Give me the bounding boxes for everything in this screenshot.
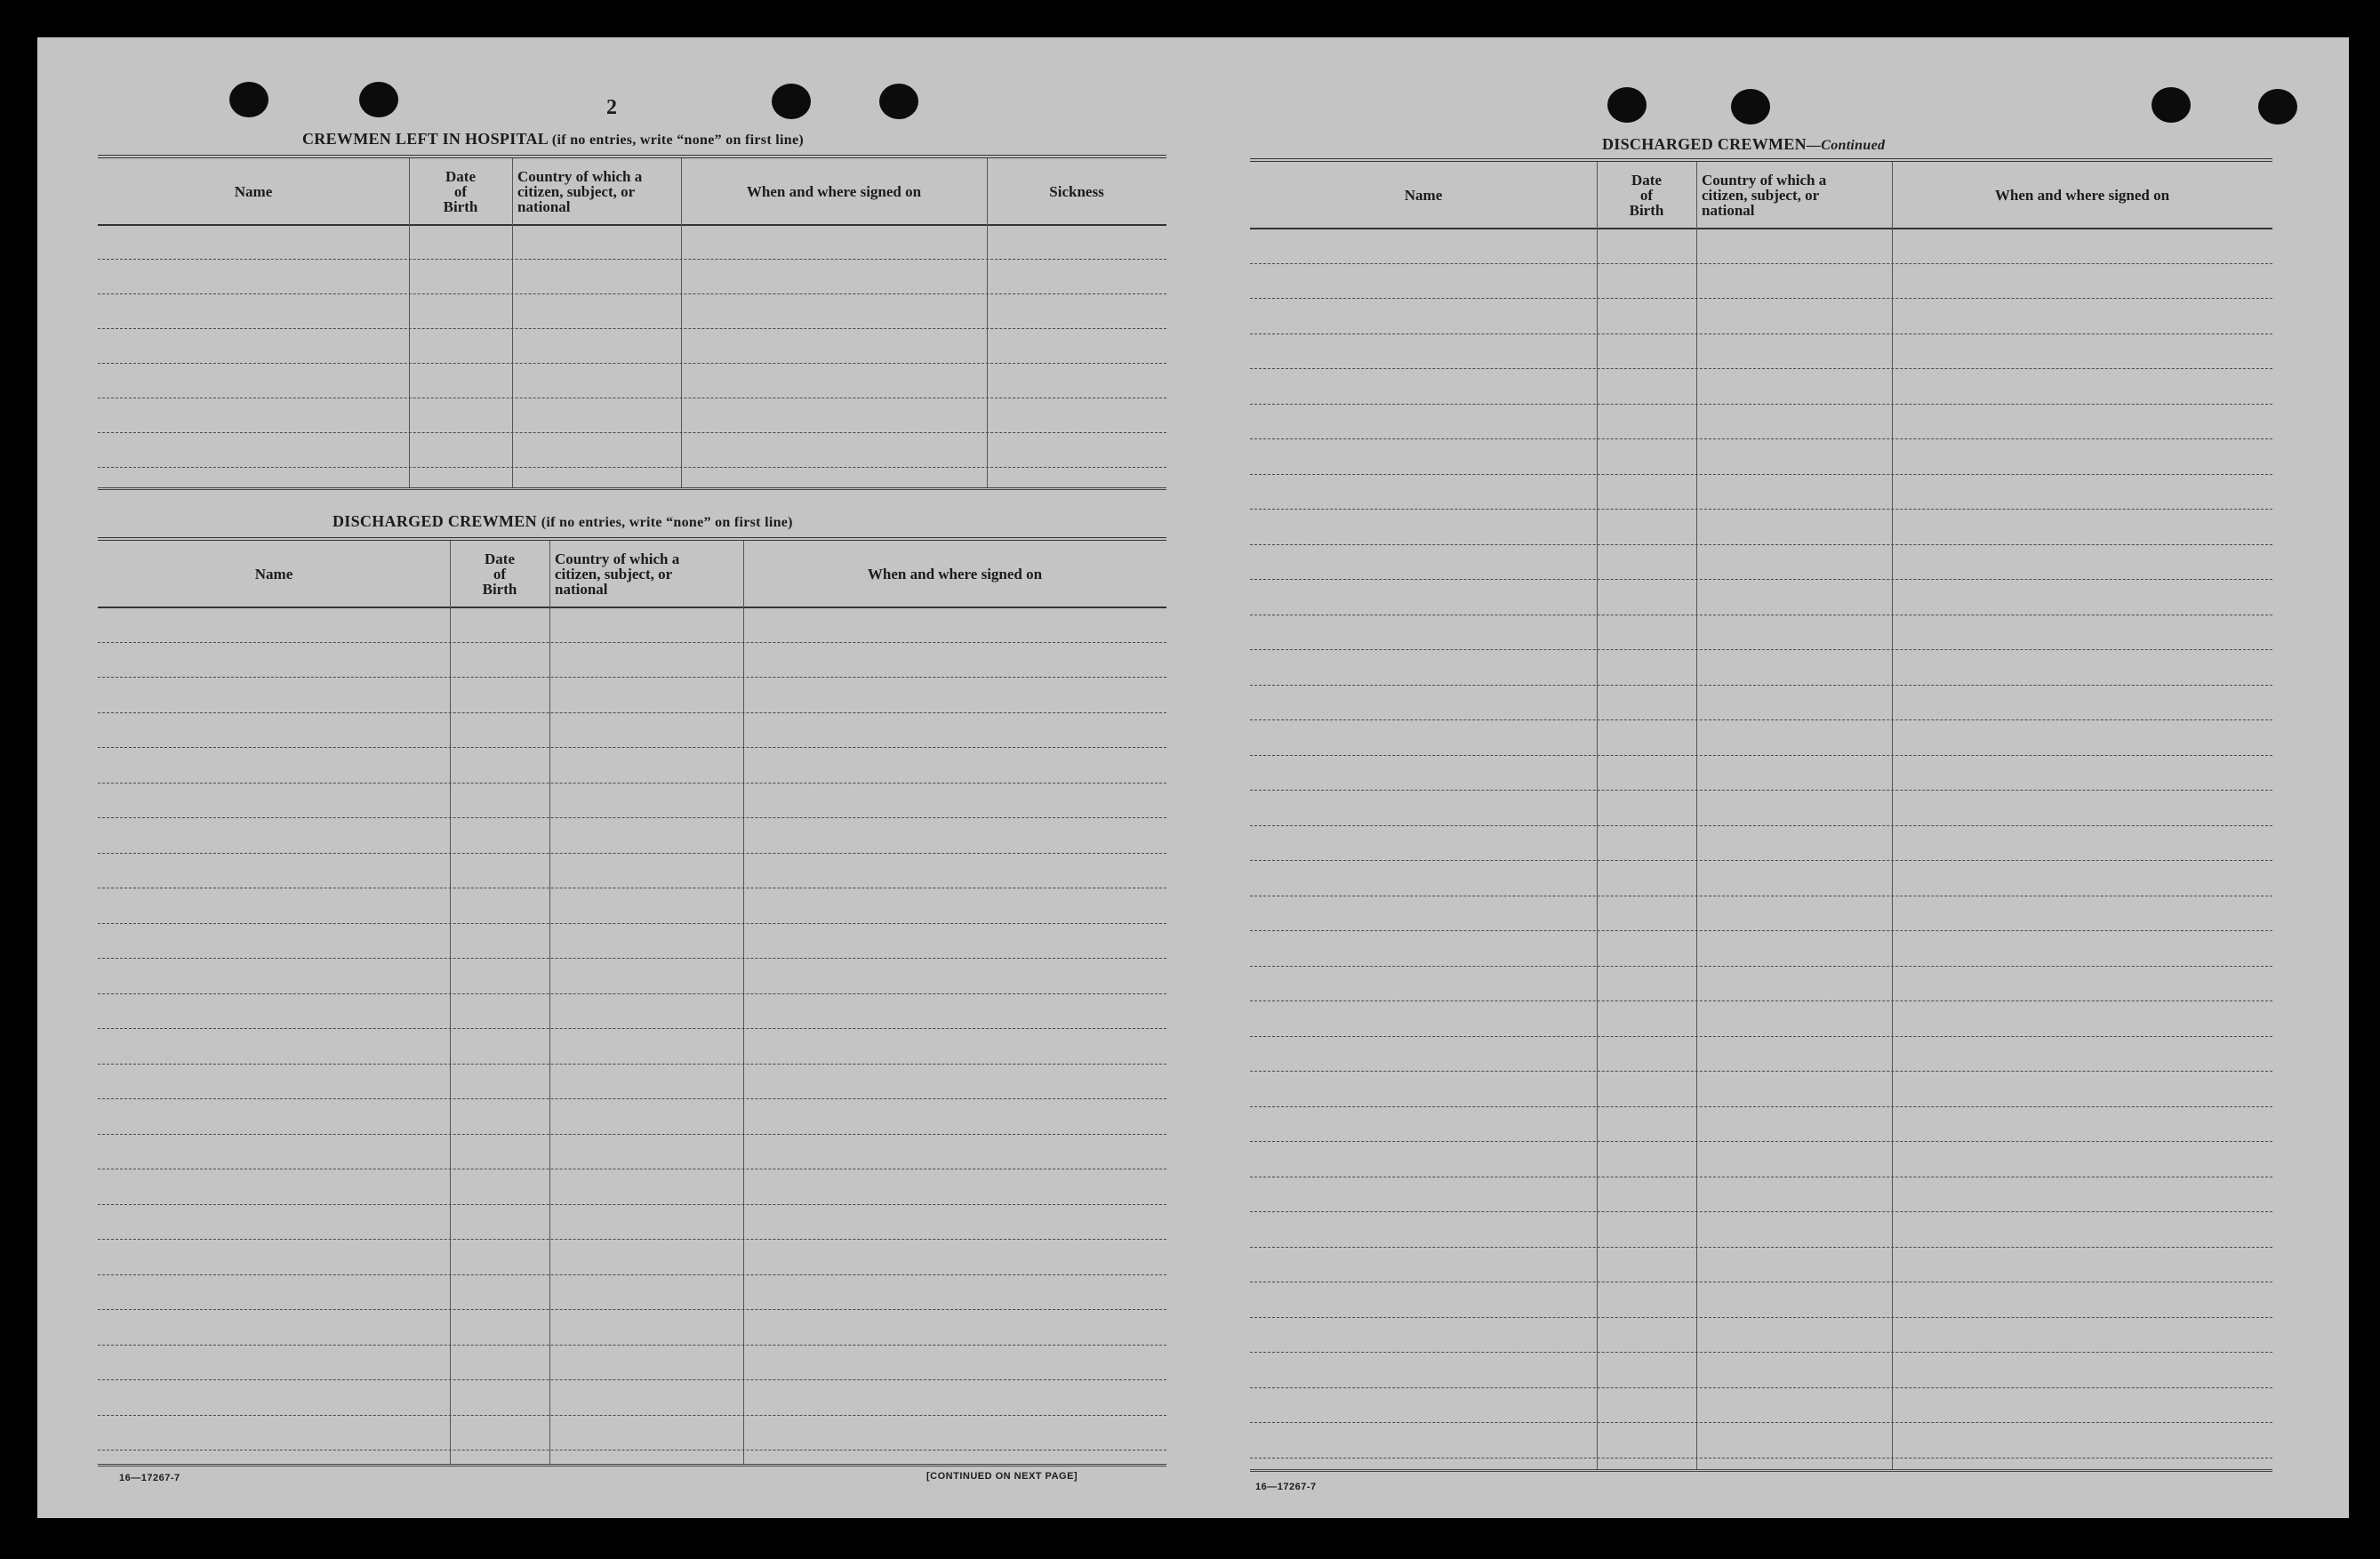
table-row: [1250, 719, 2272, 720]
table-row: [1250, 825, 2272, 826]
table-row: [1250, 1141, 2272, 1142]
punch-hole: [2152, 87, 2191, 123]
table-row: [98, 259, 1166, 260]
discharged-section-title: [333, 512, 793, 531]
column-header-date-of-birth: Date of Birth: [443, 167, 478, 215]
table-row: [1250, 509, 2272, 510]
column-header-sickness: Sickness: [1049, 182, 1104, 200]
column-divider: [549, 541, 550, 1464]
right-page: [1193, 37, 2349, 1518]
table-row: [1250, 790, 2272, 791]
column-header-signed-on: When and where signed on: [1994, 186, 2170, 204]
page-number: 2: [606, 96, 617, 119]
table-row: [1250, 1317, 2272, 1318]
form-code: 16—17267-7: [119, 1473, 180, 1483]
column-header-signed-on: When and where signed on: [867, 565, 1043, 583]
table-row: [1250, 579, 2272, 580]
table-row: [98, 1204, 1166, 1205]
table-row: [1250, 404, 2272, 405]
discharged-continued-title-text: DISCHARGED CREWMEN: [1602, 135, 1807, 153]
discharged-crewmen-continued-table: [1250, 158, 2272, 1472]
column-divider: [1696, 162, 1697, 1469]
column-header-country: Country of which a citizen, subject, or national: [555, 550, 680, 598]
form-code: 16—17267-7: [1255, 1482, 1317, 1492]
table-row: [98, 1028, 1166, 1029]
continued-note: [CONTINUED ON NEXT PAGE]: [926, 1471, 1078, 1482]
column-header-date-of-birth: Date of Birth: [1629, 171, 1664, 219]
punch-hole: [879, 84, 918, 119]
table-row: [98, 1450, 1166, 1451]
table-row: [1250, 649, 2272, 650]
table-row: [1250, 930, 2272, 931]
hospital-title-note: (if no entries, write “none” on first line): [551, 133, 804, 148]
discharged-title-text: DISCHARGED CREWMEN: [333, 512, 537, 530]
table-row: [98, 958, 1166, 959]
left-page: [37, 37, 1193, 1518]
column-header-name: Name: [254, 565, 293, 583]
column-divider: [1892, 162, 1893, 1469]
table-row: [1250, 1458, 2272, 1459]
column-header-signed-on: When and where signed on: [746, 182, 922, 200]
discharged-continued-title: [1602, 135, 1885, 154]
column-header-country: Country of which a citizen, subject, or national: [517, 167, 643, 215]
table-row: [98, 783, 1166, 784]
column-header-name: Name: [1404, 186, 1443, 204]
table-row: [98, 817, 1166, 818]
table-row: [1250, 1000, 2272, 1001]
table-row: [1250, 860, 2272, 861]
table-row: [98, 1345, 1166, 1346]
column-divider: [987, 158, 988, 487]
column-divider: [1597, 162, 1598, 1469]
table-row: [98, 853, 1166, 854]
table-row: [1250, 755, 2272, 756]
hospital-section-title: [302, 130, 804, 149]
table-row: [98, 712, 1166, 713]
table-header: [1250, 162, 2272, 229]
crewmen-left-in-hospital-table: [98, 155, 1166, 490]
continued-suffix: —Continued: [1806, 138, 1886, 153]
table-row: [1250, 1106, 2272, 1107]
table-header: [98, 541, 1166, 608]
hospital-title-text: CREWMEN LEFT IN HOSPITAL: [302, 130, 549, 148]
table-row: [98, 1064, 1166, 1065]
table-row: [98, 1274, 1166, 1275]
table-row: [98, 642, 1166, 643]
column-divider: [512, 158, 513, 487]
table-row: [1250, 474, 2272, 475]
table-row: [98, 363, 1166, 364]
table-row: [1250, 438, 2272, 439]
table-row: [1250, 1071, 2272, 1072]
column-divider: [681, 158, 682, 487]
column-header-name: Name: [234, 182, 273, 200]
punch-hole: [359, 82, 398, 117]
table-row: [98, 1239, 1166, 1240]
discharged-crewmen-table: [98, 537, 1166, 1467]
table-row: [98, 923, 1166, 924]
table-row: [1250, 544, 2272, 545]
discharged-title-note: (if no entries, write “none” on first line): [541, 515, 793, 530]
table-row: [98, 1415, 1166, 1416]
table-row: [98, 1098, 1166, 1099]
table-row: [1250, 1422, 2272, 1423]
table-row: [98, 1134, 1166, 1135]
table-row: [1250, 333, 2272, 334]
table-header: [98, 158, 1166, 226]
table-row: [98, 293, 1166, 294]
punch-hole: [1731, 89, 1770, 125]
table-row: [98, 328, 1166, 329]
column-divider: [409, 158, 410, 487]
table-row: [1250, 1247, 2272, 1248]
table-row: [98, 1309, 1166, 1310]
table-row: [1250, 1352, 2272, 1353]
table-row: [1250, 263, 2272, 264]
table-row: [1250, 966, 2272, 967]
table-row: [1250, 1387, 2272, 1388]
table-row: [98, 1379, 1166, 1380]
column-header-country: Country of which a citizen, subject, or national: [1702, 171, 1827, 219]
punch-hole: [229, 82, 268, 117]
column-divider: [450, 541, 451, 1464]
punch-hole: [772, 84, 811, 119]
scanned-sheet: [37, 37, 2349, 1518]
table-row: [98, 747, 1166, 748]
table-row: [1250, 1036, 2272, 1037]
punch-hole: [1607, 87, 1647, 123]
table-row: [1250, 1211, 2272, 1212]
table-row: [98, 677, 1166, 678]
table-row: [98, 432, 1166, 433]
table-row: [98, 467, 1166, 468]
table-row: [98, 993, 1166, 994]
punch-hole: [2258, 89, 2297, 125]
column-header-date-of-birth: Date of Birth: [482, 550, 517, 598]
column-divider: [743, 541, 744, 1464]
table-row: [1250, 685, 2272, 686]
table-row: [1250, 298, 2272, 299]
table-row: [1250, 368, 2272, 369]
